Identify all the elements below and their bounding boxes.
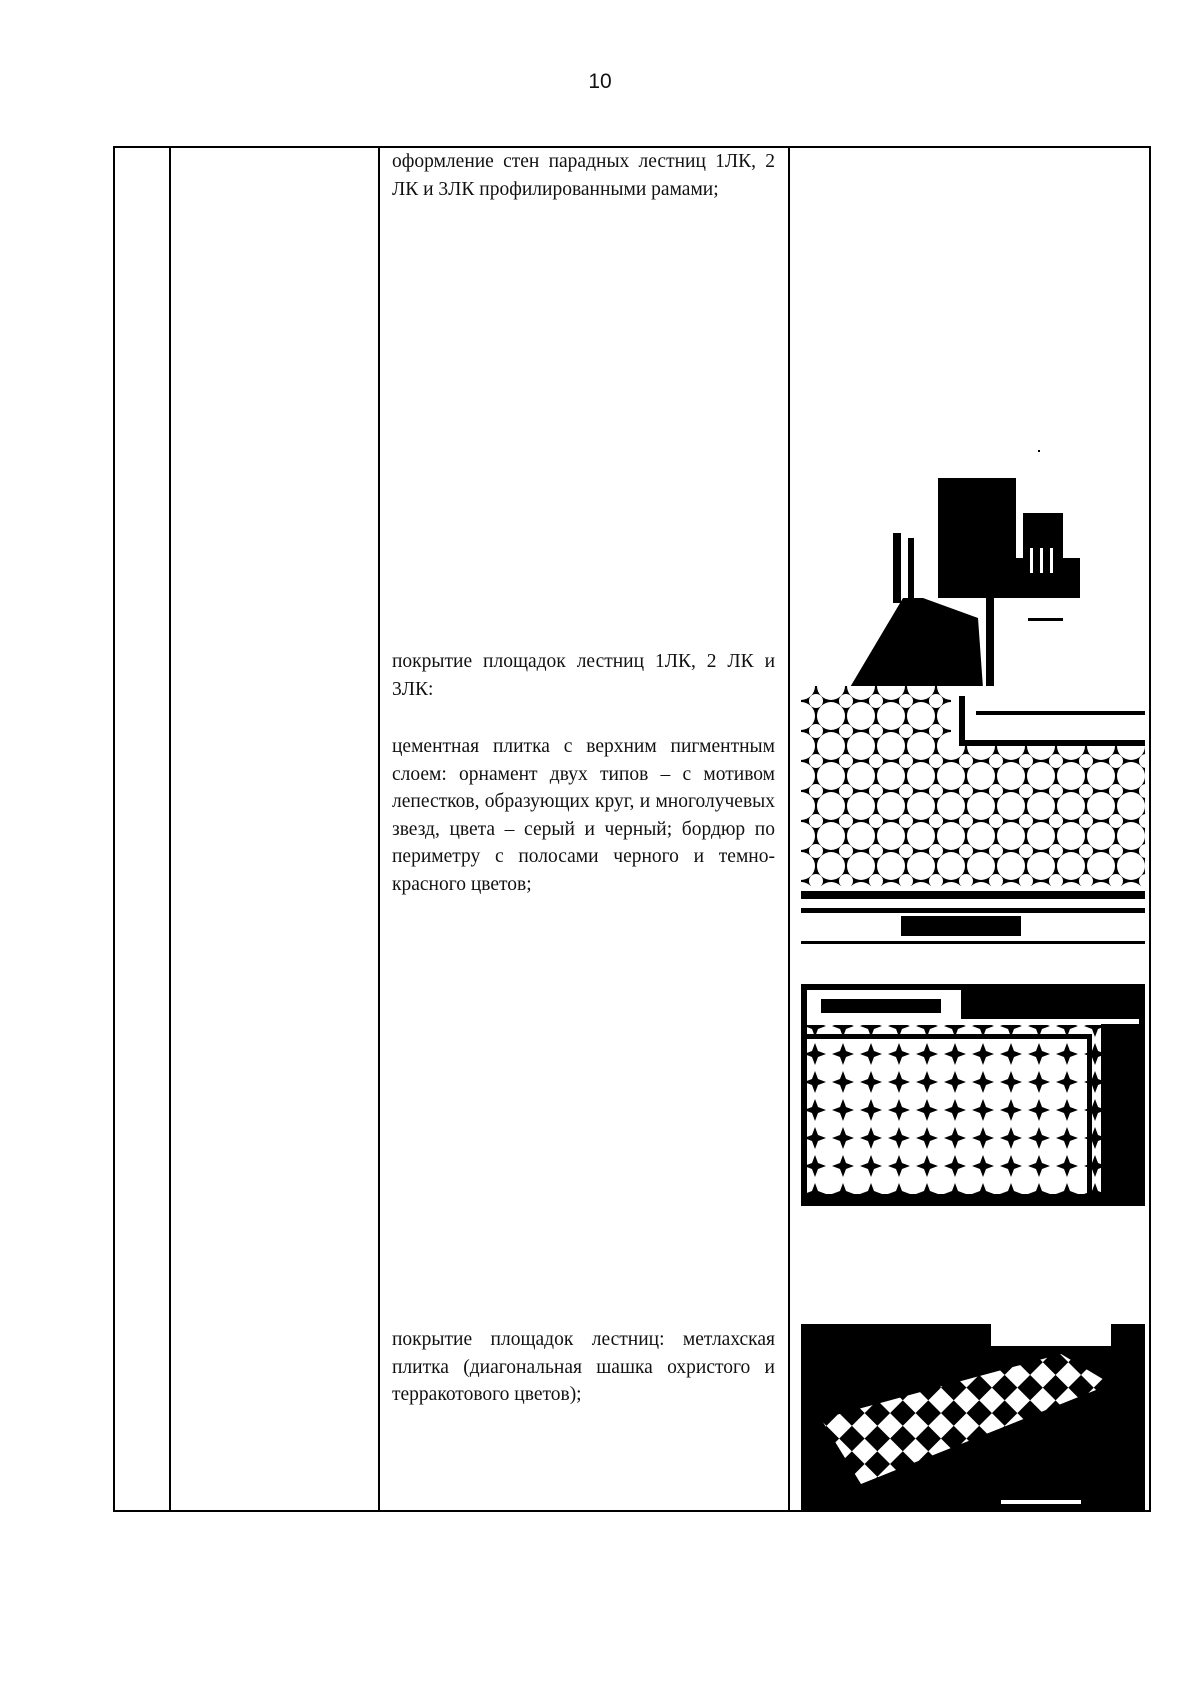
checker-tile-photo — [801, 1324, 1145, 1510]
description-cement-tile: цементная плитка с верхним пигментным слоем: орнамент двух типов – с мотивом лепестков, образующих круг, и многолучевых звезд, цвета – серый и черный; бордюр по периметру с полосами черного и темно-красного цветов; — [392, 736, 775, 895]
column-divider — [378, 148, 380, 1510]
heritage-table — [113, 146, 1151, 1512]
description-wall-frames: оформление стен парадных лестниц 1ЛК, 2 ЛК и 3ЛК профилированными рамами; — [392, 151, 775, 200]
petal-circle-tile-photo — [801, 686, 1145, 948]
description-metlakh-tile: покрытие площадок лестниц: метлахская плитка (диагональная шашка охристого и терракотового цветов); — [392, 1329, 775, 1405]
column-divider — [169, 148, 171, 1510]
star-tile-photo — [801, 984, 1145, 1206]
column-divider — [788, 148, 790, 1510]
description-landing-coverage: покрытие площадок лестниц 1ЛК, 2 ЛК и 3ЛК: — [392, 651, 775, 700]
page-number: 10 — [588, 70, 612, 93]
